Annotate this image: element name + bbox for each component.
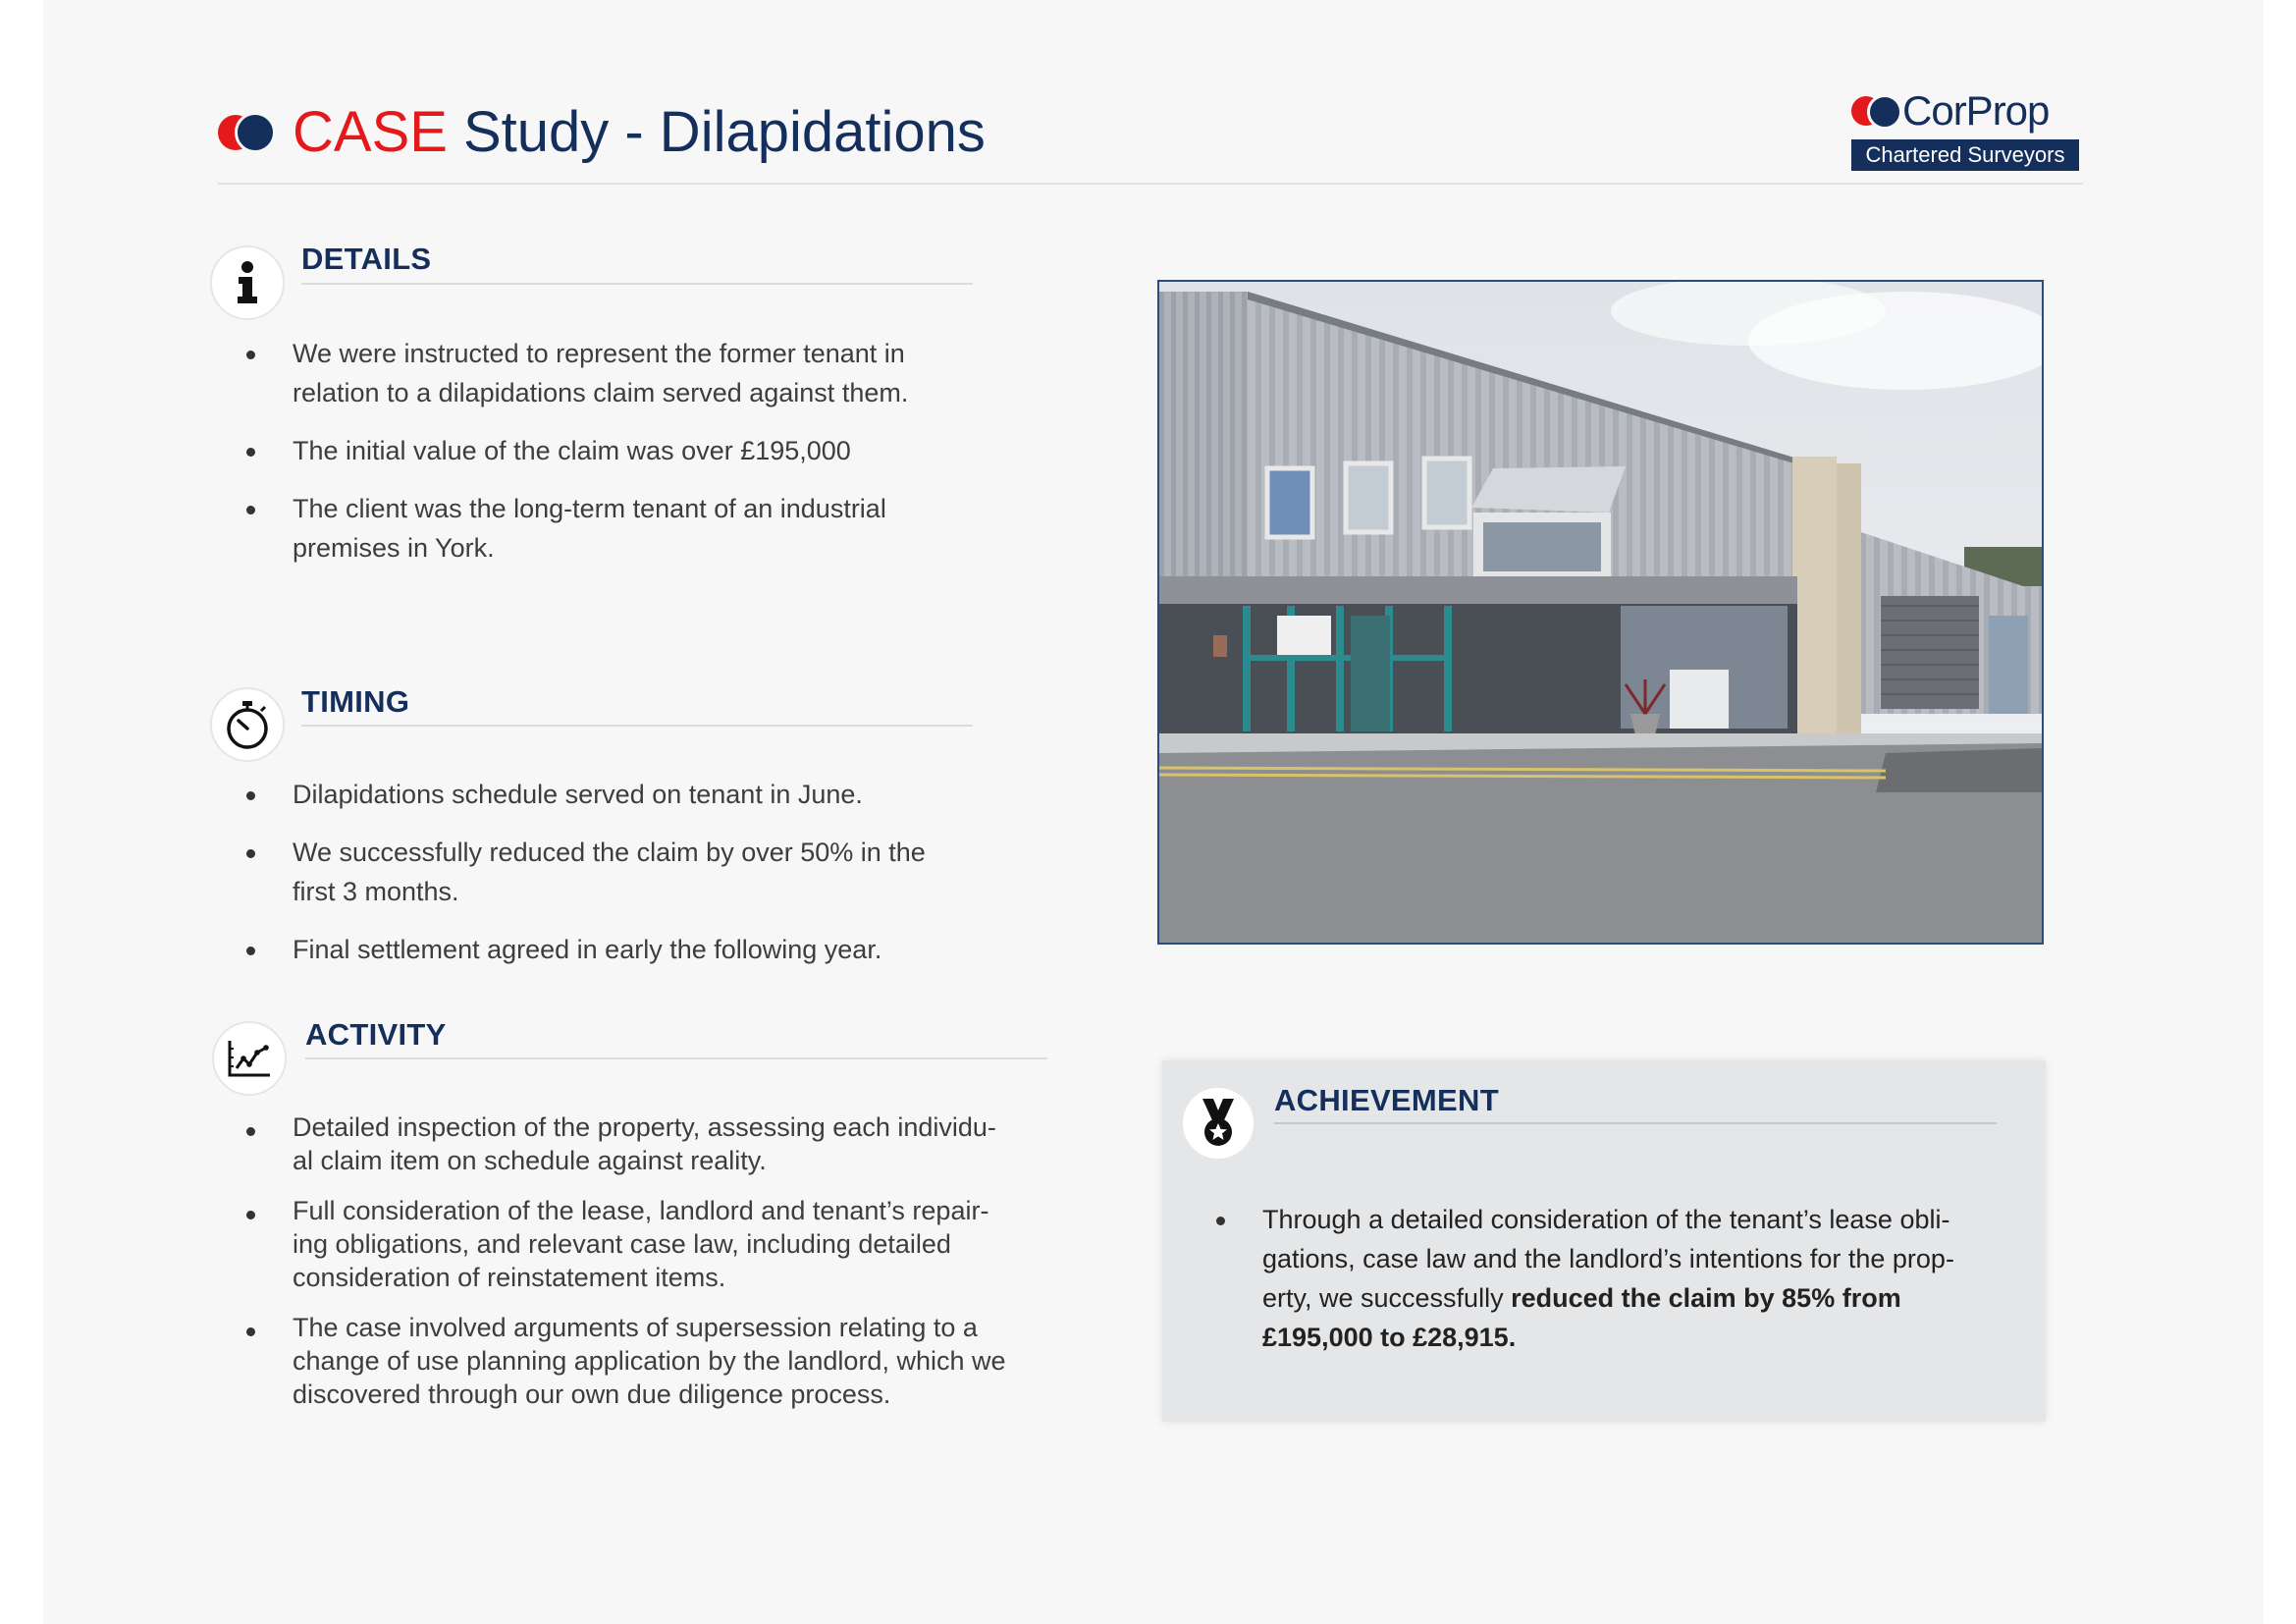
achievement-list — [1213, 1200, 2038, 1357]
logo-dots-icon — [1851, 92, 1900, 130]
logo-tagline: Chartered Surveyors — [1851, 139, 2079, 171]
list-item: Final settlement agreed in early the following year. — [243, 930, 989, 969]
list-item: The case involved arguments of supersession relating to a change of use planning application by the landlord, which we discovered through our own due diligence process. — [243, 1311, 1068, 1411]
timing-heading: TIMING — [301, 684, 410, 719]
title-case-word: CASE — [293, 100, 448, 164]
title-divider — [218, 183, 2083, 185]
timing-rule — [301, 725, 973, 727]
achievement-heading: ACHIEVEMENT — [1274, 1083, 1499, 1117]
line-chart-icon — [212, 1021, 287, 1096]
page-title — [218, 93, 986, 172]
list-item: Through a detailed consideration of the tenant’s lease obli- gations, case law and the landlord’s intentions for the prop- erty, we successfully reduced the claim by 85% from £195,000 to £28,915. — [1213, 1200, 2038, 1357]
brand-dots-icon — [218, 111, 273, 154]
details-list — [243, 334, 989, 568]
list-item: Dilapidations schedule served on tenant in June. — [243, 775, 989, 814]
details-rule — [301, 283, 973, 285]
activity-heading: ACTIVITY — [305, 1017, 447, 1052]
timing-list — [243, 775, 989, 969]
stopwatch-icon — [210, 687, 285, 762]
achievement-rule — [1274, 1122, 1997, 1124]
title-rest: Study - Dilapidations — [462, 100, 986, 164]
list-item: The initial value of the claim was over £195,000 — [243, 431, 989, 470]
activity-list — [243, 1110, 1068, 1411]
corprop-logo — [1851, 86, 2079, 173]
list-item: We successfully reduced the claim by over 50% in the first 3 months. — [243, 833, 989, 911]
info-icon — [210, 245, 285, 320]
activity-rule — [305, 1057, 1047, 1059]
list-item: The client was the long-term tenant of an industrial premises in York. — [243, 489, 989, 568]
industrial-building-photo — [1157, 280, 2044, 945]
list-item: Full consideration of the lease, landlord and tenant’s repair- ing obligations, and relevant case law, including detailed consideration of reinstatement items. — [243, 1194, 1068, 1294]
details-heading: DETAILS — [301, 242, 432, 276]
logo-wordmark: CorProp — [1902, 87, 2050, 134]
medal-icon — [1181, 1086, 1255, 1161]
list-item: Detailed inspection of the property, assessing each individu- al claim item on schedule against reality. — [243, 1110, 1068, 1177]
list-item: We were instructed to represent the former tenant in relation to a dilapidations claim served against them. — [243, 334, 989, 412]
